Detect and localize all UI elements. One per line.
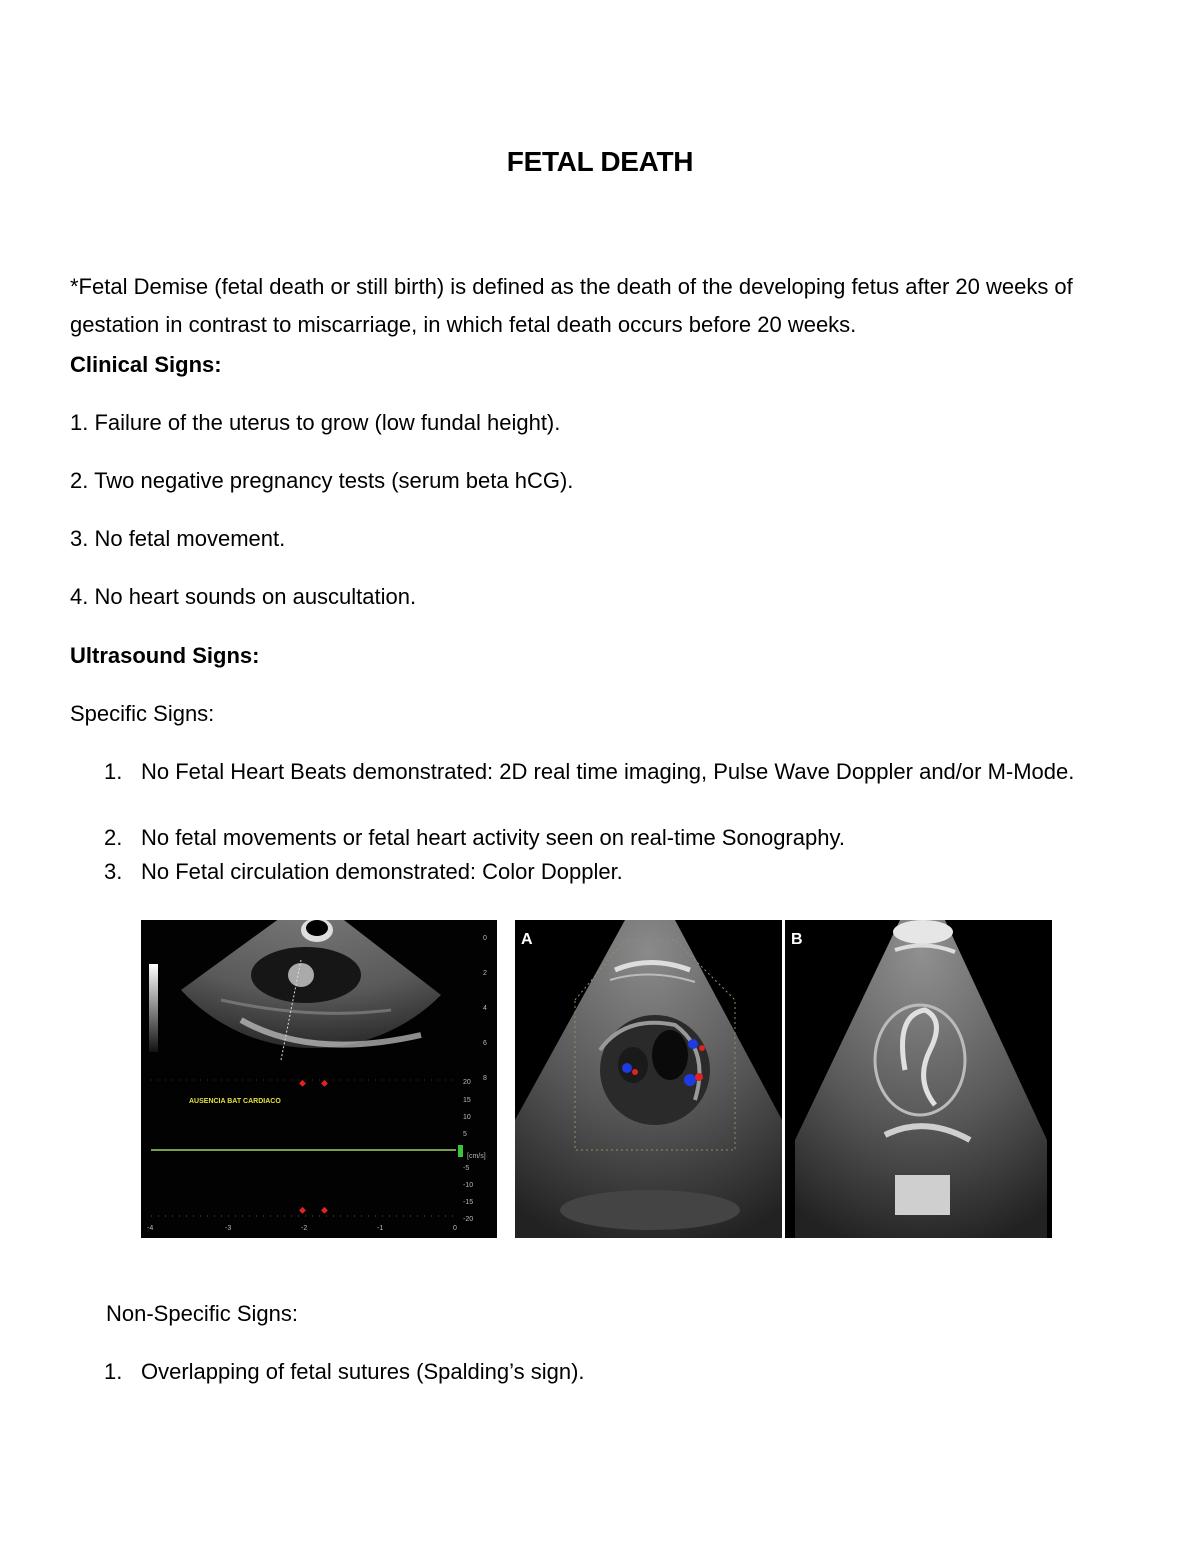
intro-paragraph: *Fetal Demise (fetal death or still birth) is defined as the death of the developing fetus after 20 weeks of gestation in contrast to miscarriage, in which fetal death occurs before 20 weeks.: [70, 274, 1073, 337]
svg-text:⬥: ⬥: [299, 1205, 306, 1216]
depth-tick: 0: [483, 935, 487, 942]
depth-tick: 8: [483, 1075, 487, 1082]
specific-signs-heading: Specific Signs:: [70, 701, 215, 726]
clinical-item: 4. No heart sounds on auscultation.: [70, 584, 417, 609]
list-number: 3.: [104, 859, 123, 884]
panel-a-label: A: [521, 931, 533, 948]
list-text: No fetal movements or fetal heart activity seen on real-time Sonography.: [141, 825, 845, 850]
scale-tick: -20: [463, 1216, 474, 1223]
page-title: FETAL DEATH: [506, 146, 694, 177]
list-text: Overlapping of fetal sutures (Spalding’s sign).: [141, 1359, 585, 1384]
depth-tick: 6: [483, 1040, 487, 1047]
list-text: No Fetal Heart Beats demonstrated: 2D real time imaging, Pulse Wave Doppler and/or M-Mode.: [141, 759, 1075, 784]
clinical-signs-heading: Clinical Signs:: [70, 352, 222, 377]
ultrasound-image-doppler: [141, 920, 497, 1238]
panel-b-label: B: [791, 931, 803, 948]
scale-tick: -15: [463, 1199, 474, 1206]
ultrasound-signs-heading: Ultrasound Signs:: [70, 643, 260, 668]
scale-tick: -5: [463, 1165, 470, 1172]
scale-tick: 15: [463, 1097, 471, 1104]
list-text: No Fetal circulation demonstrated: Color Doppler.: [141, 859, 623, 884]
ultrasound-image-panel-a: [515, 920, 782, 1238]
svg-text:⬥: ⬥: [321, 1205, 328, 1216]
doppler-overlay-text: AUSENCIA BAT CARDIACO: [189, 1098, 281, 1105]
ultrasound-image-panel-b: [785, 920, 1052, 1238]
specific-item: [104, 756, 1124, 820]
clinical-item: 3. No fetal movement.: [70, 526, 286, 551]
time-tick: -3: [225, 1225, 232, 1232]
time-tick: -2: [301, 1225, 308, 1232]
time-tick: -4: [147, 1225, 154, 1232]
nonspecific-signs-heading: Non-Specific Signs:: [106, 1301, 298, 1326]
time-tick: -1: [377, 1225, 384, 1232]
depth-tick: 4: [483, 1005, 487, 1012]
scale-tick: -10: [463, 1182, 474, 1189]
scale-tick: 20: [463, 1079, 471, 1086]
clinical-item: 2. Two negative pregnancy tests (serum beta hCG).: [70, 468, 574, 493]
svg-text:⬥: ⬥: [299, 1078, 306, 1089]
clinical-item: 1. Failure of the uterus to grow (low fundal height).: [70, 410, 561, 435]
scale-tick: 10: [463, 1114, 471, 1121]
svg-text:⬥: ⬥: [321, 1078, 328, 1089]
list-number: 2.: [104, 825, 123, 850]
list-number: 1.: [104, 759, 123, 784]
list-number: 1.: [104, 1359, 123, 1384]
time-tick: 0: [453, 1225, 457, 1232]
scale-tick: 5: [463, 1131, 467, 1138]
depth-tick: 2: [483, 970, 487, 977]
doppler-unit: [cm/s]: [467, 1153, 486, 1160]
